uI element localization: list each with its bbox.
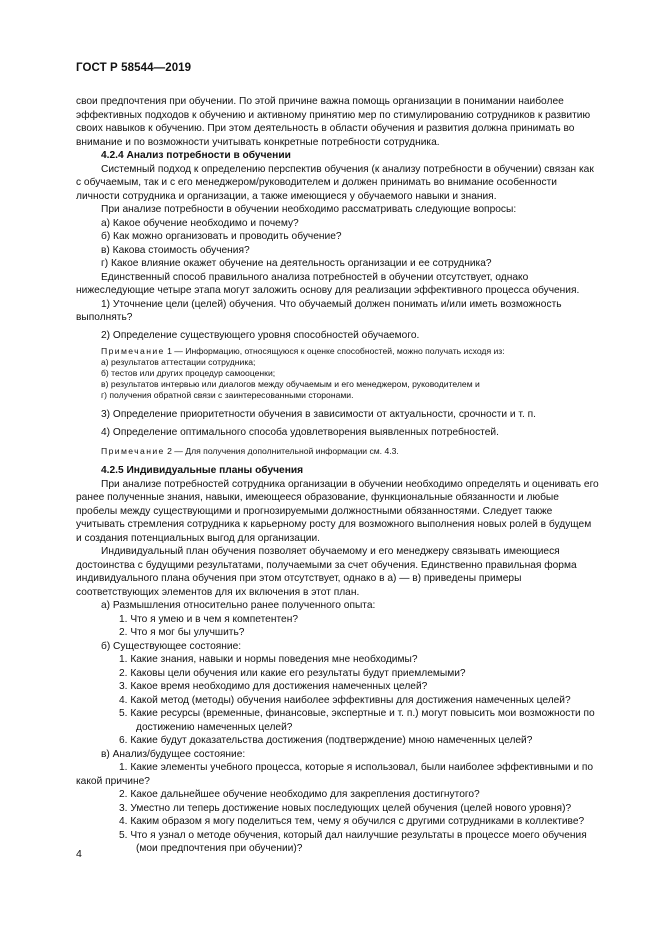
list-label: в) Анализ/будущее состояние: [101,748,246,760]
list-item: 1. Какие элементы учебного процесса, которые я использовал, были наиболее эффективными и по какой причине? [76,762,594,787]
list-item: 2. Что я мог бы улучшить? [119,627,245,638]
section-heading-4-2-5: 4.2.5 Индивидуальные планы обучения [101,465,304,476]
list-item: 4. Какой метод (методы) обучения наиболее эффективны для достижения намеченных целей? [119,694,571,706]
section-heading-4-2-4: 4.2.4 Анализ потребности в обучении [101,150,291,161]
paragraph: свои предпочтения при обучении. По этой причине важна помощь организации в понимании наиболее эффективных подходов к обучению и активному принятию мер по стимулированию сотрудников к развитию своих навыков к обучению. При этом деятельность в области обучения и развития должна принимать во внимание и по возможности учитывать конкретные потребности сотрудника. [76,96,591,148]
list-item: 2. Каковы цели обучения или какие его результаты будут приемлемыми? [119,667,466,679]
note-label: Примечание [101,346,165,356]
paragraph: Индивидуальный план обучения позволяет обучаемому и его менеджеру связывать имеющиеся достоинства с будущими результатами, получаемыми за счет обучения. Единственно правильная форма индивидуального плана обучения при этом отсутствует, однако в а) — в) приведены примеры соответствующих элементов для их включения в этот план. [76,546,577,598]
note-text: 1 — Информацию, относящуюся к оценке способностей, можно получать исходя из: [164,346,505,356]
note-2 [76,446,599,457]
list-item: 1. Какие знания, навыки и нормы поведения мне необходимы? [119,654,418,665]
list-item: 2. Какое дальнейшее обучение необходимо для закрепления достигнутого? [119,789,480,800]
paragraph: При анализе потребности в обучении необходимо рассматривать следующие вопросы: [101,204,517,215]
document-body [76,95,599,856]
step-item: 4) Определение оптимального способа удовлетворения выявленных потребностей. [101,426,499,438]
list-item: 6. Какие будут доказательства достижения (подтверждение) мною намеченных целей? [119,735,533,746]
page-number: 4 [76,848,82,860]
list-label: б) Существующее состояние: [101,640,242,652]
list-item: 4. Каким образом я могу поделиться тем, чему я обучился с другими сотрудниками в коллективе? [119,816,585,827]
list-item: 1. Что я умею и в чем я компетентен? [119,613,298,625]
note-label: Примечание [101,446,165,456]
paragraph: При анализе потребностей сотрудника организации в обучении необходимо определять и оценивать его ранее полученные знания, навыки, имеющееся образование, функциональные обязанности и любые пробелы между существующими и прогнозируемыми должностными обязанностями. Следует также учитывать стремления сотрудника к карьерному росту для возможного выполнения новых ролей в будущем и создания потенциальных выгод для организации. [76,478,599,544]
list-item: 3. Какое время необходимо для достижения намеченных целей? [119,681,428,692]
list-item: 5. Что я узнал о методе обучения, который дал наилучшие результаты в процессе моего обучения (мои предпочтения при обучении)? [119,829,587,854]
note-text: 2 — Для получения дополнительной информации см. 4.3. [164,446,399,456]
note-item: в) результатов интервью или диалогов между обучаемым и его менеджером, руководителем и [101,379,480,389]
standard-header: ГОСТ Р 58544—2019 [76,62,192,74]
note-item: б) тестов или других процедур самооценки; [101,368,276,378]
note-item: г) получения обратной связи с заинтересованными сторонами. [101,390,354,400]
step-item: 2) Определение существующего уровня способностей обучаемого. [101,329,420,341]
list-item: 5. Какие ресурсы (временные, финансовые, экспертные и т. п.) могут повысить мои возможности по достижению намеченных целей? [119,708,595,733]
step-item: 1) Уточнение цели (целей) обучения. Что обучаемый должен понимать и/или иметь возможность выполнять? [76,298,562,323]
question-item: в) Какова стоимость обучения? [101,244,250,256]
question-item: а) Какое обучение необходимо и почему? [101,217,299,229]
list-item: 3. Уместно ли теперь достижение новых последующих целей обучения (целей нового уровня)? [119,802,572,814]
note-1 [76,346,599,401]
list-label: а) Размышления относительно ранее полученного опыта: [101,600,376,611]
note-item: а) результатов аттестации сотрудника; [101,357,256,367]
step-item: 3) Определение приоритетности обучения в зависимости от актуальности, срочности и т. п. [101,409,536,420]
question-item: г) Какое влияние окажет обучение на деятельность организации и ее сотрудника? [101,258,492,269]
paragraph: Единственный способ правильного анализа потребностей в обучении отсутствует, однако нижеследующие четыре этапа могут заложить основу для реализации эффективного процесса обучения. [76,271,580,296]
question-item: б) Как можно организовать и проводить обучение? [101,231,342,242]
paragraph: Системный подход к определению перспектив обучения (к анализу потребности в обучении) связан как с обучаемым, так и с его менеджером/руководителем и должен принимать во внимание особенности личности сотрудника и организации, а также имеющиеся у обучаемого навыки и знания. [76,163,594,202]
